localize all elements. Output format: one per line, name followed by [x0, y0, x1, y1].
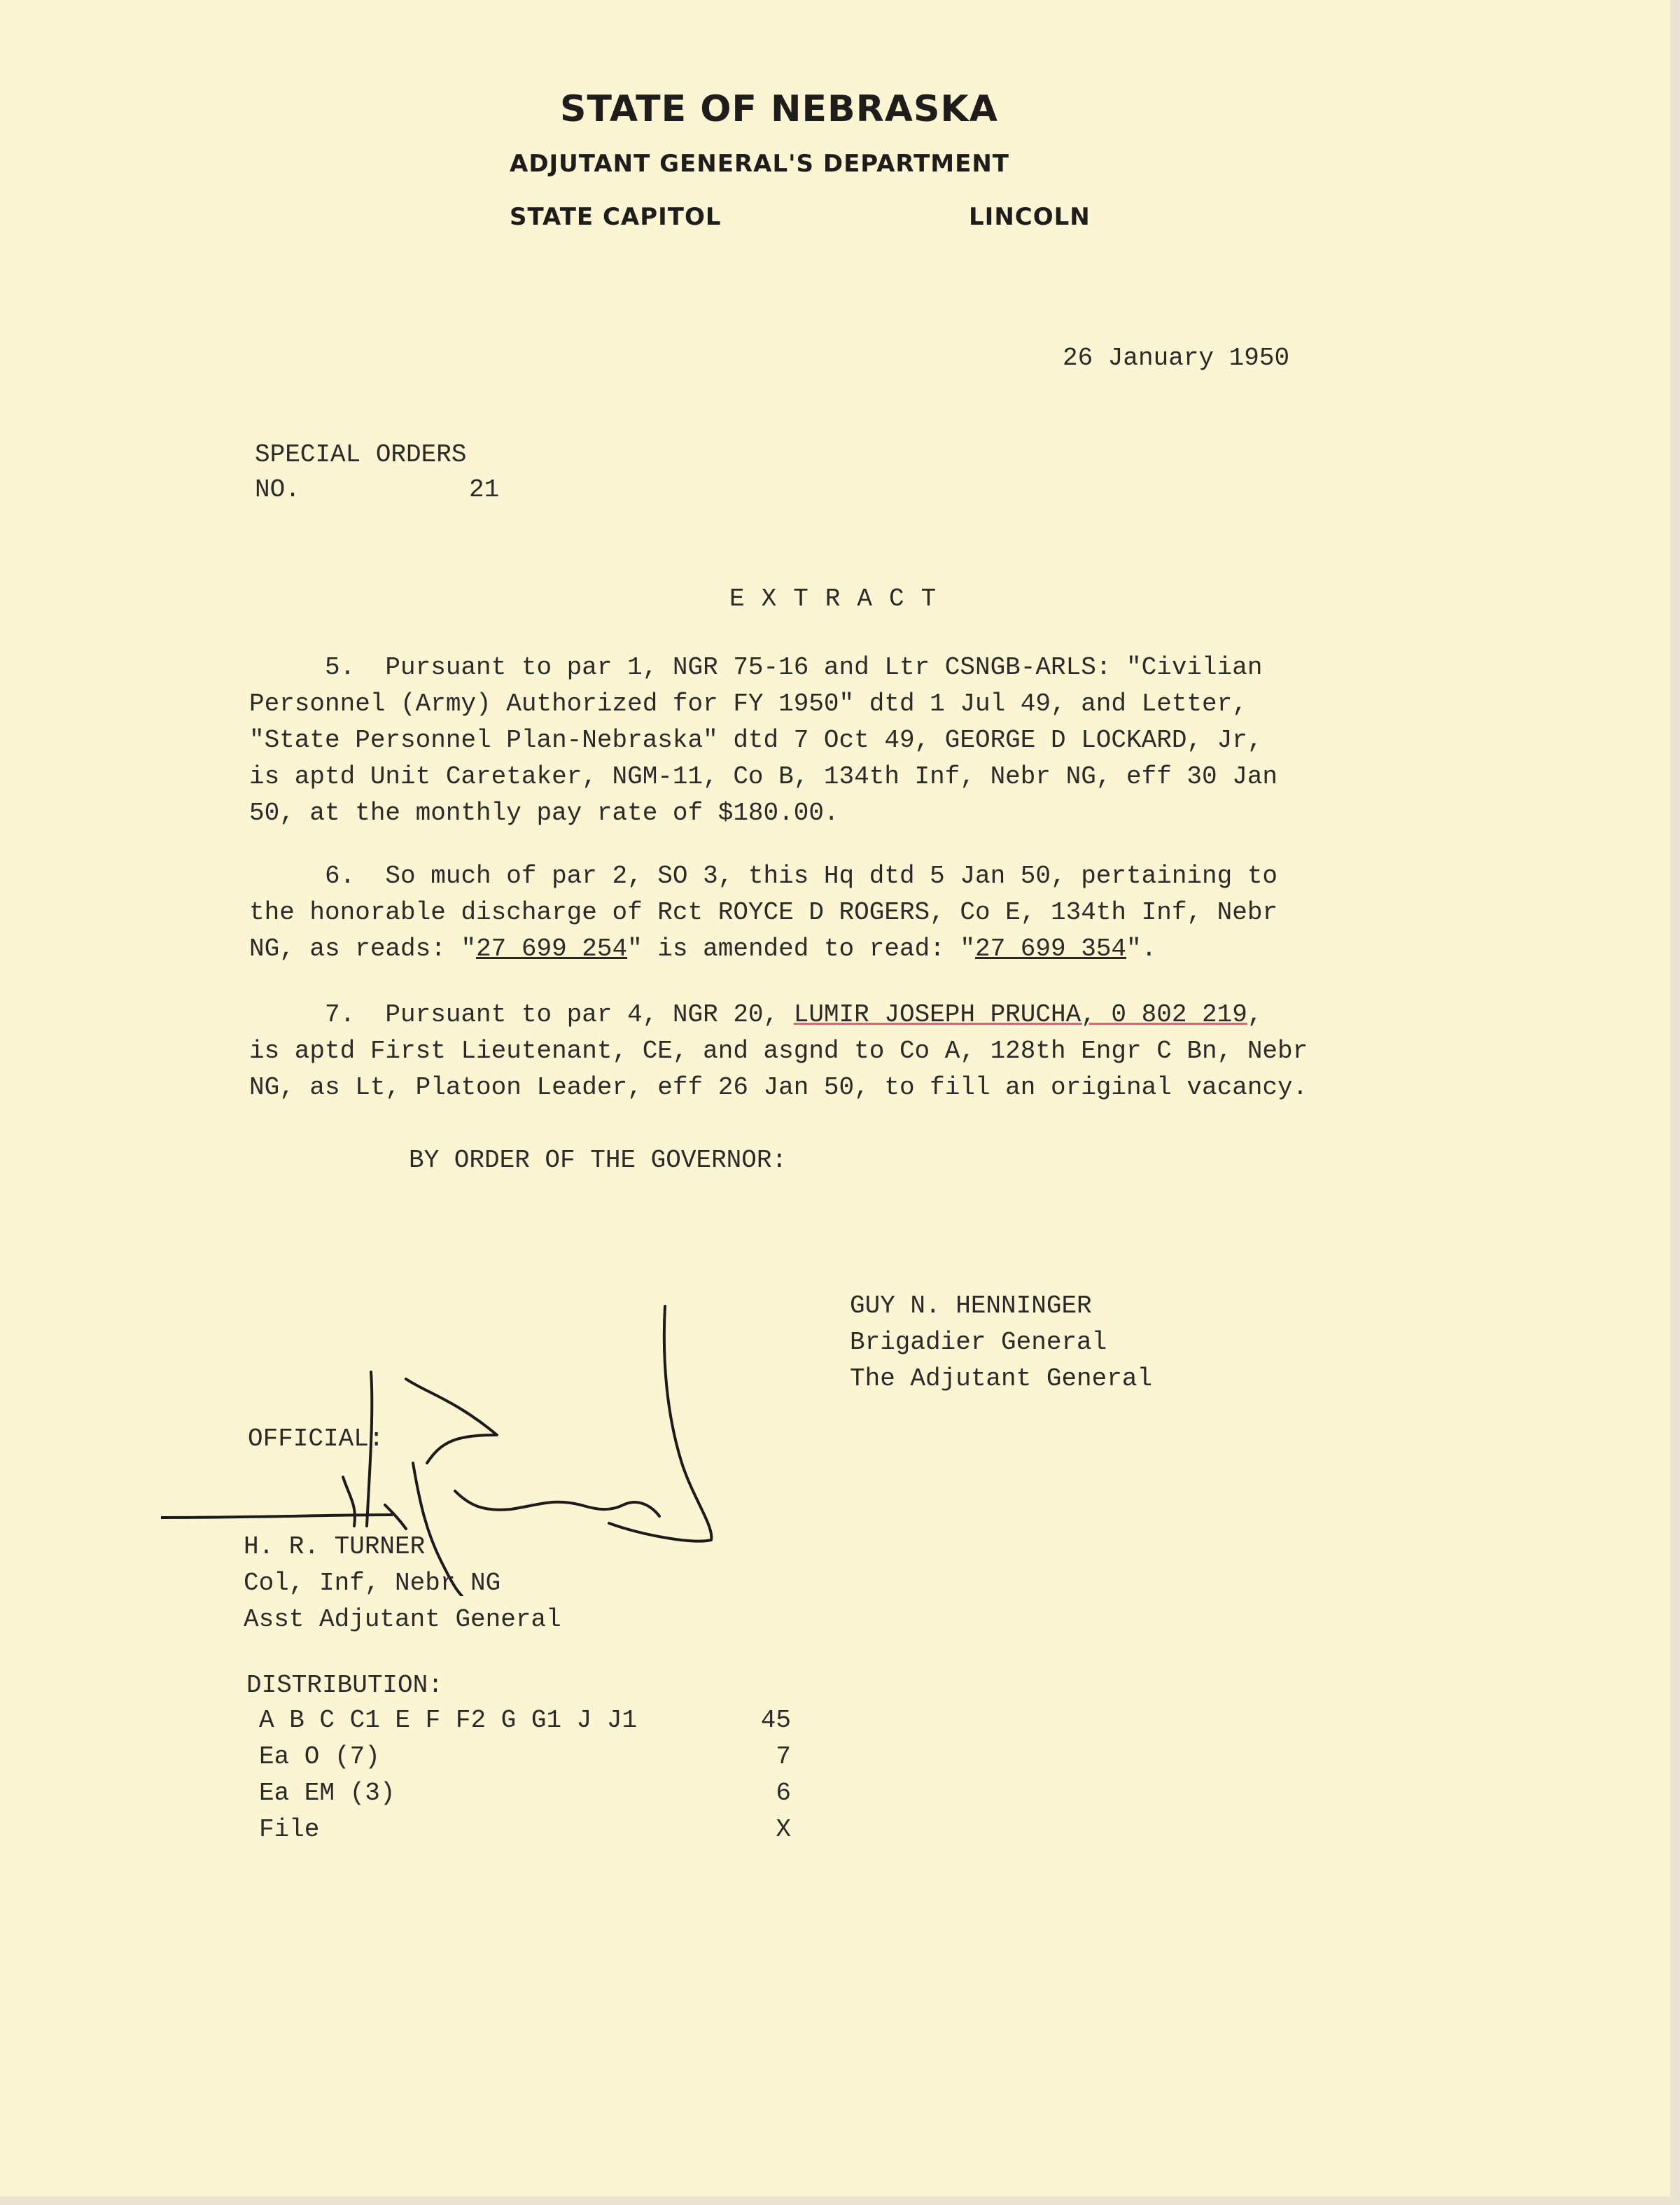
distribution-item: Ea EM (3): [259, 1779, 396, 1807]
letterhead-title: STATE OF NEBRASKA: [560, 88, 998, 130]
paragraph-5: [249, 650, 1460, 832]
distribution-item: File: [259, 1815, 320, 1844]
official-rank: Col, Inf, Nebr NG: [244, 1569, 501, 1597]
distribution-list: [259, 1702, 791, 1848]
official-block: [244, 1529, 561, 1638]
signatory-title: The Adjutant General: [850, 1364, 1153, 1393]
letterhead-department: ADJUTANT GENERAL'S DEPARTMENT: [510, 150, 1009, 178]
distribution-label: DISTRIBUTION:: [246, 1671, 443, 1700]
extract-heading: EXTRACT: [729, 584, 953, 613]
paragraph-line: is aptd First Lieutenant, CE, and asgnd to Co A, 128th Engr C Bn, Nebr: [249, 1037, 1308, 1065]
distribution-row: [259, 1775, 791, 1812]
signatory-block: [850, 1288, 1152, 1397]
paragraph-line: "State Personnel Plan-Nebraska" dtd 7 Oct 49, GEORGE D LOCKARD, Jr,: [249, 726, 1263, 755]
special-orders-no-label: NO.: [255, 475, 300, 504]
by-order-line: BY ORDER OF THE GOVERNOR:: [409, 1146, 788, 1175]
distribution-row: [259, 1812, 791, 1848]
distribution-count: 45: [760, 1706, 791, 1735]
official-title: Asst Adjutant General: [244, 1605, 561, 1634]
paragraph-line: is aptd Unit Caretaker, NGM-11, Co B, 134th Inf, Nebr NG, eff 30 Jan: [249, 762, 1278, 791]
paragraph-6: [249, 858, 1460, 967]
distribution-item: A B C C1 E F F2 G G1 J J1: [259, 1706, 638, 1735]
document-date: 26 January 1950: [1063, 344, 1290, 372]
officer-name-underlined: LUMIR JOSEPH PRUCHA, 0 802 219: [793, 1000, 1247, 1029]
paragraph-line: 5. Pursuant to par 1, NGR 75-16 and Ltr CSNGB-ARLS: "Civilian: [249, 653, 1263, 682]
distribution-count: 6: [776, 1779, 791, 1807]
signatory-name: GUY N. HENNINGER: [850, 1292, 1092, 1320]
distribution-count: X: [776, 1815, 791, 1844]
text-run: ".: [1126, 934, 1157, 963]
text-run: NG, as reads: ": [249, 934, 477, 963]
official-name: H. R. TURNER: [244, 1532, 426, 1561]
paragraph-line: 50, at the monthly pay rate of $180.00.: [249, 799, 839, 827]
text-run: ,: [1247, 1000, 1263, 1029]
letterhead-location-left: STATE CAPITOL: [510, 203, 722, 231]
signatory-rank: Brigadier General: [850, 1328, 1107, 1357]
paragraph-line: NG, as Lt, Platoon Leader, eff 26 Jan 50, to fill an original vacancy.: [249, 1073, 1308, 1102]
new-serial-number: 27 699 354: [975, 934, 1127, 963]
paragraph-line: [249, 931, 1460, 967]
paragraph-line: Personnel (Army) Authorized for FY 1950" dtd 1 Jul 49, and Letter,: [249, 690, 1247, 718]
special-orders-number: 21: [469, 475, 500, 504]
distribution-count: 7: [776, 1742, 791, 1771]
distribution-item: Ea O (7): [259, 1742, 380, 1771]
distribution-row: [259, 1739, 791, 1775]
paragraph-line: 6. So much of par 2, SO 3, this Hq dtd 5 Jan 50, pertaining to: [249, 862, 1278, 890]
paragraph-line: the honorable discharge of Rct ROYCE D ROGERS, Co E, 134th Inf, Nebr: [249, 898, 1278, 927]
special-orders-label: SPECIAL ORDERS: [255, 440, 467, 469]
text-run: 7. Pursuant to par 4, NGR 20,: [249, 1000, 794, 1029]
paragraph-line: [249, 997, 1460, 1033]
distribution-row: [259, 1702, 791, 1739]
official-label: OFFICIAL:: [248, 1424, 384, 1453]
paragraph-7: [249, 997, 1460, 1106]
text-run: " is amended to read: ": [627, 934, 975, 963]
old-serial-number: 27 699 254: [476, 934, 628, 963]
letterhead-location-right: LINCOLN: [969, 203, 1091, 231]
